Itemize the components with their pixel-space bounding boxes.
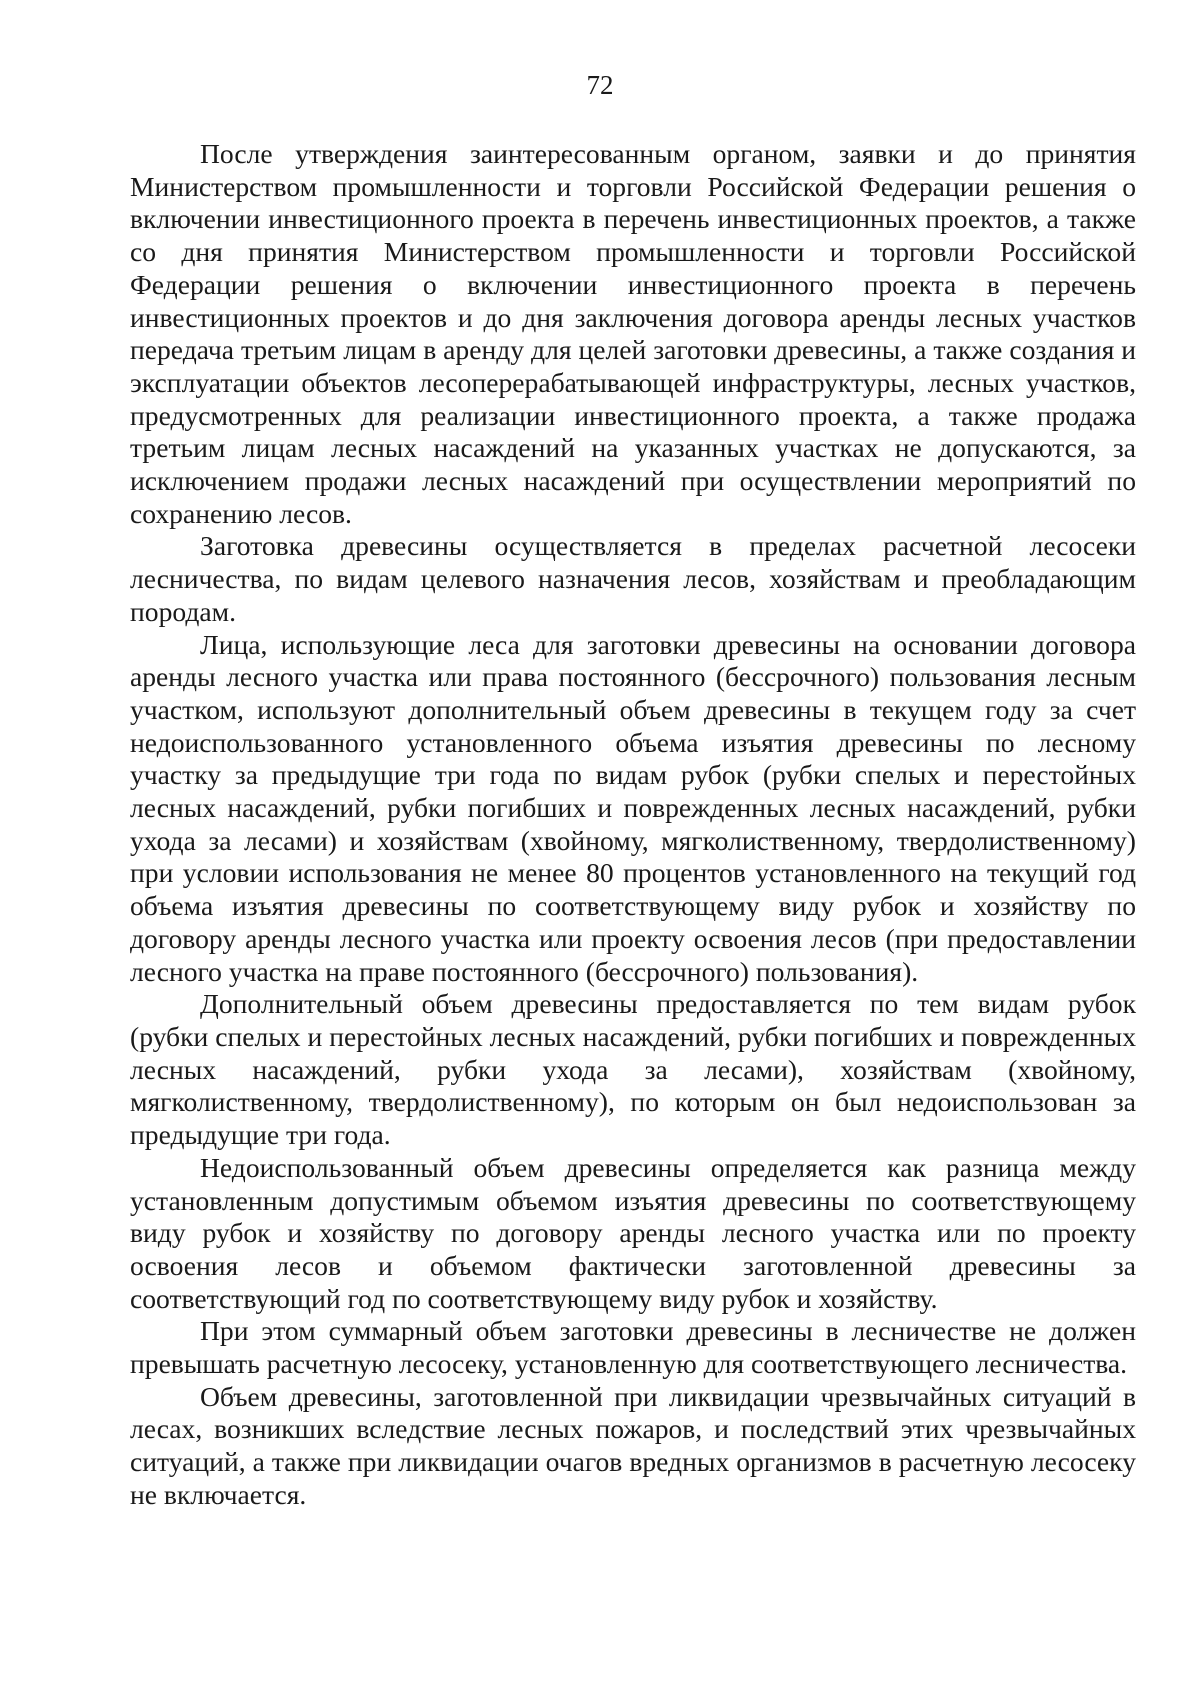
paragraph-6: При этом суммарный объем заготовки древесины в лесничестве не должен превышать расчетную лесосеку, установленную для соответствующего лесничества.	[130, 1315, 1136, 1380]
paragraph-1: После утверждения заинтересованным органом, заявки и до принятия Министерством промышленности и торговли Российской Федерации решения о включении инвестиционного проекта в перечень инвестиционных проектов, а также со дня принятия Министерством промышленности и торговли Российской Федерации решения о включении инвестиционного проекта в перечень инвестиционных проектов и до дня заключения договора аренды лесных участков передача третьим лицам в аренду для целей заготовки древесины, а также создания и эксплуатации объектов лесоперерабатывающей инфраструктуры, лесных участков, предусмотренных для реализации инвестиционного проекта, а также продажа третьим лицам лесных насаждений на указанных участках не допускаются, за исключением продажи лесных насаждений при осуществлении мероприятий по сохранению лесов.	[130, 138, 1136, 529]
paragraph-5: Недоиспользованный объем древесины определяется как разница между установленным допустимым объемом изъятия древесины по соответствующему виду рубок и хозяйству по договору аренды лесного участка или по проекту освоения лесов и объемом фактически заготовленной древесины за соответствующий год по соответствующему виду рубок и хозяйству.	[130, 1151, 1136, 1314]
paragraph-2: Заготовка древесины осуществляется в пределах расчетной лесосеки лесничества, по видам целевого назначения лесов, хозяйствам и преобладающим породам.	[130, 530, 1136, 627]
paragraph-3: Лица, использующие леса для заготовки древесины на основании договора аренды лесного участка или права постоянного (бессрочного) пользования лесным участком, используют дополнительный объем древесины в текущем году за счет недоиспользованного установленного объема изъятия древесины по лесному участку за предыдущие три года по видам рубок (рубки спелых и перестойных лесных насаждений, рубки погибших и поврежденных лесных насаждений, рубки ухода за лесами) и хозяйствам (хвойному, мягколиственному, твердолиственному) при условии использования не менее 80 процентов установленного на текущий год объема изъятия древесины по соответствующему виду рубок и хозяйству по договору аренды лесного участка или проекту освоения лесов (при предоставлении лесного участка на праве постоянного (бессрочного) пользования).	[130, 628, 1136, 987]
paragraph-4: Дополнительный объем древесины предоставляется по тем видам рубок (рубки спелых и перестойных лесных насаждений, рубки погибших и поврежденных лесных насаждений, рубки ухода за лесами), хозяйствам (хвойному, мягколиственному, твердолиственному), по которым он был недоиспользован за предыдущие три года.	[130, 988, 1136, 1151]
paragraph-7: Объем древесины, заготовленной при ликвидации чрезвычайных ситуаций в лесах, возникших вследствие лесных пожаров, и последствий этих чрезвычайных ситуаций, а также при ликвидации очагов вредных организмов в расчетную лесосеку не включается.	[130, 1380, 1136, 1510]
document-body	[130, 138, 1136, 1512]
page-number: 72	[586, 70, 614, 100]
